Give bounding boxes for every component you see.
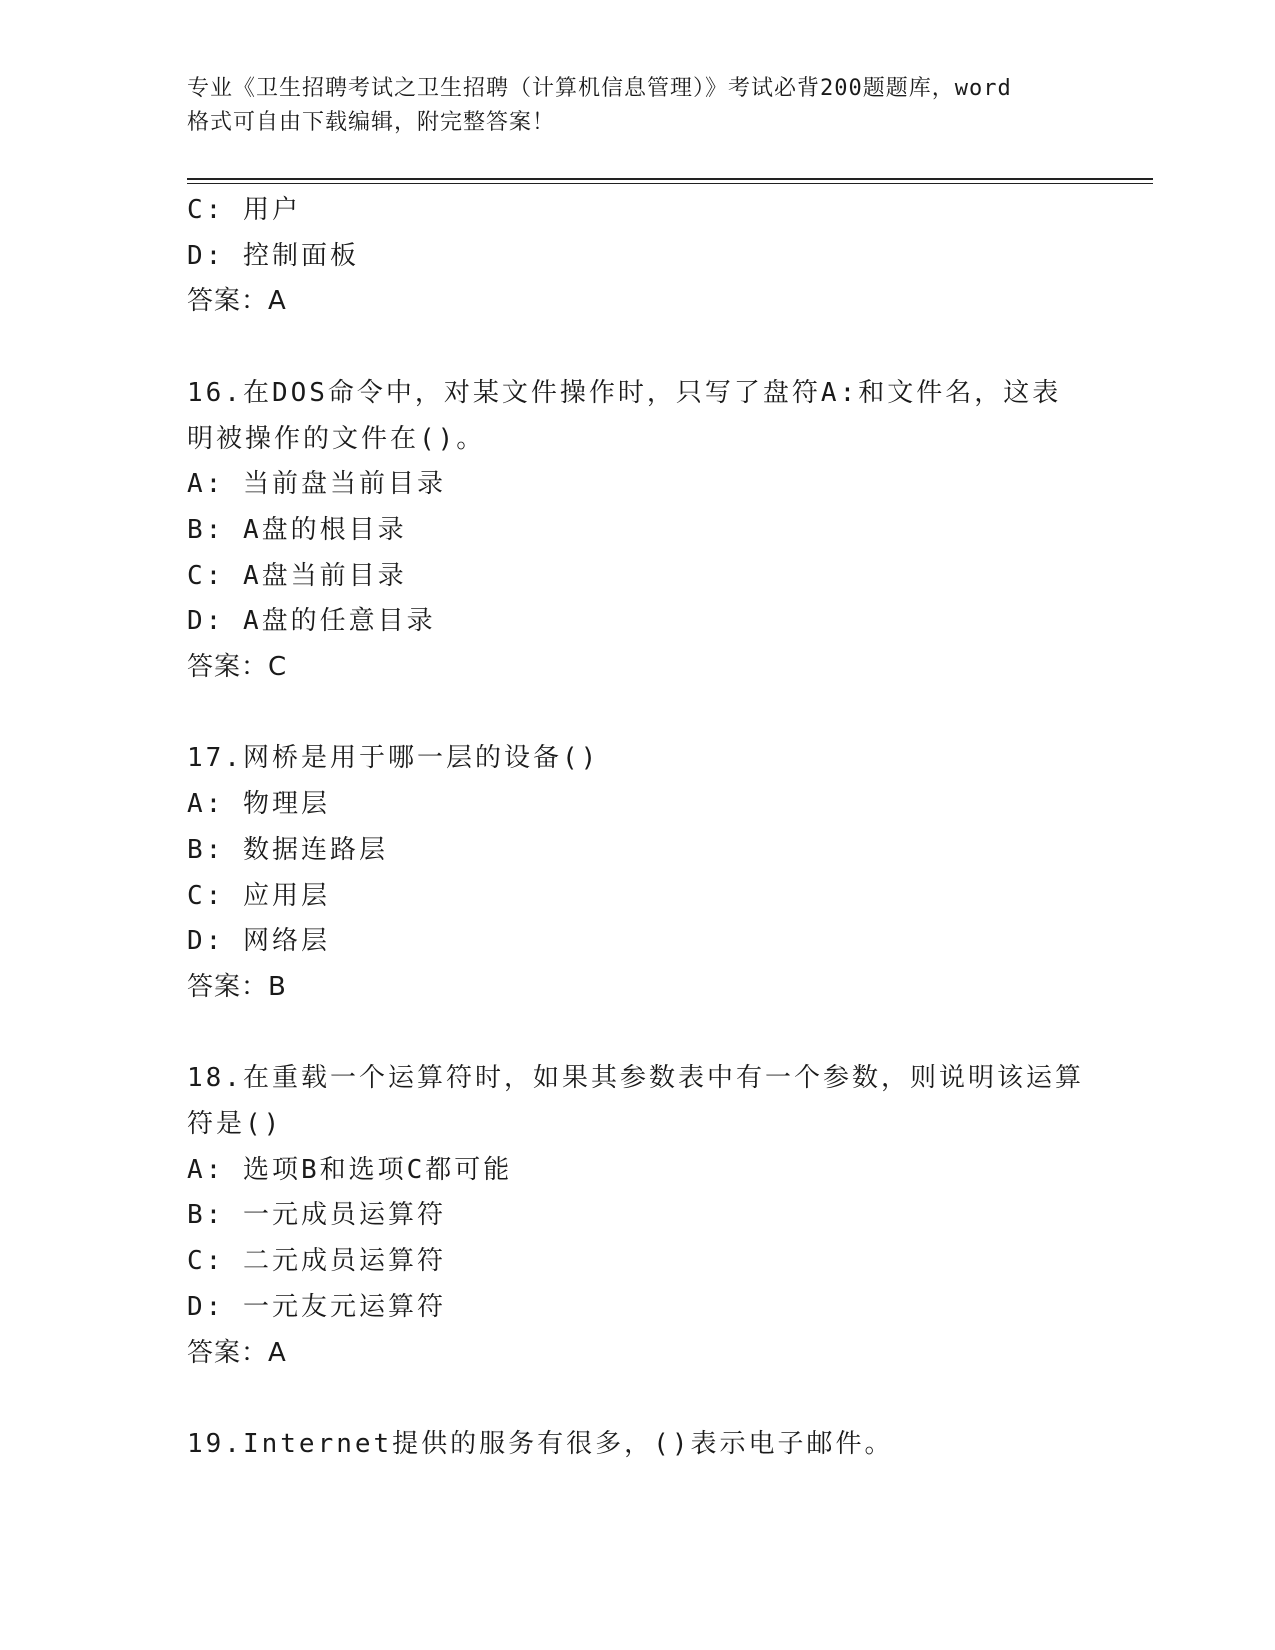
option-b: B: 数据连路层 [187, 834, 388, 865]
option-d: D: 一元友元运算符 [187, 1291, 446, 1322]
question-19 [187, 1422, 1107, 1468]
question-16 [187, 371, 1107, 691]
question-text: 16.在DOS命令中，对某文件操作时，只写了盘符A:和文件名，这表 [187, 377, 1062, 408]
header-divider-thin [187, 183, 1153, 184]
option-d: D: 控制面板 [187, 240, 359, 271]
document-header [187, 72, 1087, 140]
option-b: B: 一元成员运算符 [187, 1200, 446, 1231]
header-line-2: 格式可自由下载编辑，附完整答案！ [187, 110, 556, 135]
question-18 [187, 1056, 1107, 1376]
question-text: 符是() [187, 1109, 283, 1140]
option-c: C: 二元成员运算符 [187, 1246, 446, 1277]
question-text: 19.Internet提供的服务有很多，()表示电子邮件。 [187, 1428, 894, 1459]
answer: 答案：B [187, 971, 287, 1002]
option-a: A: 物理层 [187, 789, 330, 820]
question-list [187, 188, 1107, 1468]
option-d: D: 网络层 [187, 926, 330, 957]
option-c: C: A盘当前目录 [187, 560, 407, 591]
answer: 答案：A [187, 1337, 287, 1368]
question-text: 18.在重载一个运算符时，如果其参数表中有一个参数，则说明该运算 [187, 1063, 1084, 1094]
question-text: 明被操作的文件在()。 [187, 423, 486, 454]
option-b: B: A盘的根目录 [187, 514, 407, 545]
question-17 [187, 736, 1107, 1010]
answer: 答案：C [187, 652, 288, 683]
option-a: A: 选项B和选项C都可能 [187, 1154, 513, 1185]
option-d: D: A盘的任意目录 [187, 606, 436, 637]
option-a: A: 当前盘当前目录 [187, 469, 446, 500]
header-divider-thick [187, 178, 1153, 180]
question-text: 17.网桥是用于哪一层的设备() [187, 743, 600, 774]
option-c: C: 应用层 [187, 880, 330, 911]
option-c: C: 用户 [187, 195, 301, 225]
answer: 答案：A [187, 286, 287, 317]
question-15-tail [187, 188, 1107, 325]
header-line-1: 专业《卫生招聘考试之卫生招聘（计算机信息管理）》考试必背200题题库，word [187, 76, 1012, 101]
